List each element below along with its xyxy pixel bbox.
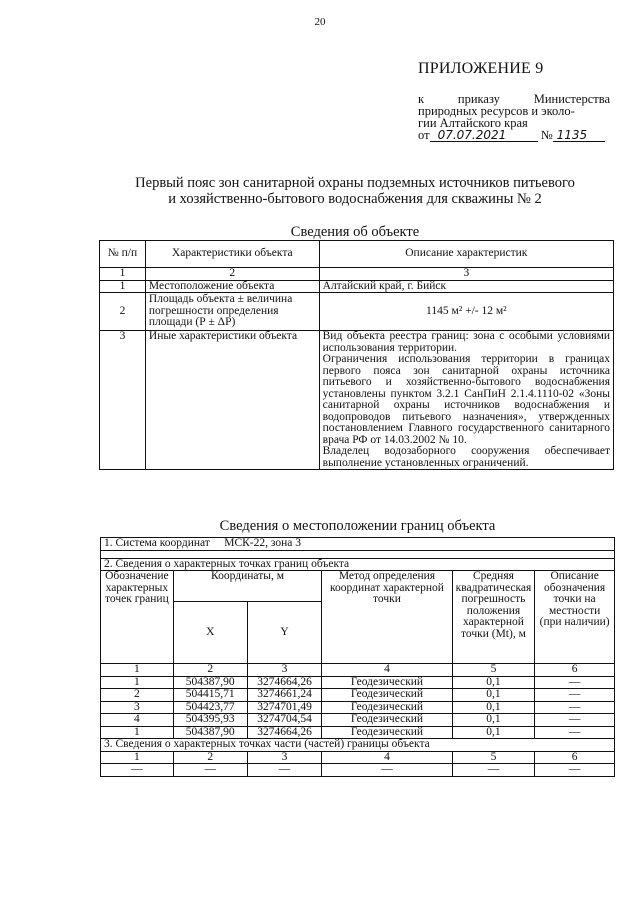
table-row bbox=[101, 764, 615, 777]
point-y: 3274701,49 bbox=[247, 701, 322, 714]
row-characteristic: Местоположение объекта bbox=[145, 280, 319, 293]
appendix-title: ПРИЛОЖЕНИЕ 9 bbox=[418, 60, 544, 77]
appendix-ministry-word: Министерства bbox=[533, 92, 610, 106]
appendix-line-2: природных ресурсов и эколо- bbox=[418, 104, 575, 118]
point-method: Геодезический bbox=[322, 689, 452, 702]
index-cell: 3 bbox=[247, 664, 322, 677]
row-number: 2 bbox=[100, 293, 146, 331]
appendix-line-3: гии Алтайского края bbox=[418, 116, 528, 130]
index-cell: 1 bbox=[101, 751, 174, 764]
appendix-from-label: от bbox=[418, 128, 430, 142]
row-number: 1 bbox=[100, 280, 146, 293]
index-cell: 4 bbox=[322, 664, 452, 677]
point-method: Геодезический bbox=[322, 726, 452, 739]
table-row bbox=[100, 280, 614, 293]
table-row bbox=[101, 726, 615, 739]
coord-system-cell bbox=[101, 538, 615, 551]
index-cell: 5 bbox=[452, 664, 535, 677]
row-number: 3 bbox=[100, 331, 146, 470]
point-y: 3274704,54 bbox=[247, 714, 322, 727]
header-characteristic: Характеристики объекта bbox=[145, 241, 319, 268]
appendix-order-word: приказу bbox=[457, 92, 500, 106]
row-description: 1145 м² +/- 12 м² bbox=[319, 293, 613, 331]
coord-system-label: 1. Система координат bbox=[104, 537, 210, 549]
index-cell: 6 bbox=[535, 664, 615, 677]
point-x: 504395,93 bbox=[173, 714, 247, 727]
point-method: Геодезический bbox=[322, 701, 452, 714]
point-x: 504423,77 bbox=[173, 701, 247, 714]
part2-label-row bbox=[101, 558, 615, 571]
object-info-table bbox=[99, 240, 614, 470]
empty-cell: — bbox=[101, 764, 174, 777]
point-method: Геодезический bbox=[322, 676, 452, 689]
table-row bbox=[101, 689, 615, 702]
header-coords: Координаты, м bbox=[173, 571, 322, 602]
point-id: 3 bbox=[101, 701, 174, 714]
point-mt: 0,1 bbox=[452, 676, 535, 689]
point-y: 3274661,24 bbox=[247, 689, 322, 702]
table-row bbox=[100, 331, 614, 470]
index-cell: 6 bbox=[535, 751, 615, 764]
spacer-row bbox=[101, 550, 615, 558]
document-title bbox=[120, 175, 590, 207]
index-cell: 1 bbox=[101, 664, 174, 677]
coord-system-value: МСК-22, зона 3 bbox=[224, 537, 301, 549]
appendix-date-handwritten: 07.07.2021 bbox=[430, 129, 538, 142]
description-paragraph: Владелец водозаборного сооружения обеспечивает выполнение установленных ограничений. bbox=[322, 445, 610, 469]
point-x: 504387,90 bbox=[173, 676, 247, 689]
table-row bbox=[101, 714, 615, 727]
point-mt: 0,1 bbox=[452, 714, 535, 727]
section-object-title: Сведения об объекте bbox=[290, 224, 420, 240]
point-desc: — bbox=[535, 676, 615, 689]
empty-cell: — bbox=[452, 764, 535, 777]
boundaries-table bbox=[100, 537, 615, 777]
appendix-number-handwritten: 1135 bbox=[553, 129, 605, 142]
table-row bbox=[101, 701, 615, 714]
point-mt: 0,1 bbox=[452, 701, 535, 714]
table-index-row bbox=[101, 751, 615, 764]
header-description: Описание характеристик bbox=[319, 241, 613, 268]
point-mt: 0,1 bbox=[452, 689, 535, 702]
point-id: 1 bbox=[101, 676, 174, 689]
point-mt: 0,1 bbox=[452, 726, 535, 739]
table-header-row bbox=[100, 241, 614, 268]
point-id: 4 bbox=[101, 714, 174, 727]
row-description: Алтайский край, г. Бийск bbox=[319, 280, 613, 293]
index-cell: 2 bbox=[145, 268, 319, 281]
table-index-row bbox=[100, 268, 614, 281]
table-index-row bbox=[101, 664, 615, 677]
header-x: X bbox=[173, 602, 247, 664]
point-y: 3274664,26 bbox=[247, 676, 322, 689]
header-error: Средняя квадратическая погрешность положения характерной точки (Mt), м bbox=[452, 571, 535, 664]
part3-label-row bbox=[101, 739, 615, 752]
header-number: № п/п bbox=[100, 241, 146, 268]
appendix-number-label: № bbox=[540, 128, 553, 142]
index-cell: 5 bbox=[452, 751, 535, 764]
index-cell: 4 bbox=[322, 751, 452, 764]
appendix-to-word: к bbox=[418, 92, 425, 106]
part3-label: 3. Сведения о характерных точках части (частей) границы объекта bbox=[101, 739, 615, 752]
point-y: 3274664,26 bbox=[247, 726, 322, 739]
page-number: 20 bbox=[314, 16, 326, 28]
row-description bbox=[319, 331, 613, 470]
header-method: Метод определения координат характерной точки bbox=[322, 571, 452, 664]
point-id: 2 bbox=[101, 689, 174, 702]
part2-label: 2. Сведения о характерных точках границ объекта bbox=[101, 558, 615, 571]
index-cell: 1 bbox=[100, 268, 146, 281]
header-y: Y bbox=[247, 602, 322, 664]
point-desc: — bbox=[535, 714, 615, 727]
index-cell: 2 bbox=[173, 664, 247, 677]
empty-cell: — bbox=[535, 764, 615, 777]
empty-cell: — bbox=[322, 764, 452, 777]
table-row bbox=[101, 676, 615, 689]
header-point: Обозначение характерных точек границ bbox=[101, 571, 174, 664]
row-characteristic: Иные характеристики объекта bbox=[145, 331, 319, 470]
description-paragraph: Вид объекта реестра границ: зона с особыми условиями использования территории. bbox=[322, 330, 610, 354]
coord-system-row bbox=[101, 538, 615, 551]
appendix-reference bbox=[418, 93, 610, 142]
index-cell: 2 bbox=[173, 751, 247, 764]
index-cell: 3 bbox=[319, 268, 613, 281]
description-paragraph: Ограничения использования территории в границах первого пояса зон санитарной охраны источника питьевого и хозяйственно-бытового водоснабжения установлены пунктом 3.2.1 СанПиН 2.1.4.1110-02 «Зоны санитарной охраны источников водоснабжения и водопроводов питьевого назначения», утвержденных постановлением Главного государственного санитарного врача РФ от 14.03.2002 № 10. bbox=[322, 353, 610, 446]
point-x: 504387,90 bbox=[173, 726, 247, 739]
point-x: 504415,71 bbox=[173, 689, 247, 702]
empty-cell: — bbox=[247, 764, 322, 777]
row-characteristic: Площадь объекта ± величина погрешности определения площади (Р ± ΔР) bbox=[145, 293, 319, 331]
point-desc: — bbox=[535, 726, 615, 739]
point-desc: — bbox=[535, 701, 615, 714]
index-cell: 3 bbox=[247, 751, 322, 764]
point-desc: — bbox=[535, 689, 615, 702]
table-header-row bbox=[101, 571, 615, 602]
document-title-line-2: и хозяйственно-бытового водоснабжения для скважины № 2 bbox=[168, 191, 542, 207]
table-row bbox=[100, 293, 614, 331]
section-boundaries-title: Сведения о местоположении границ объекта bbox=[219, 518, 496, 534]
header-description: Описание обозначения точки на местности (при наличии) bbox=[535, 571, 615, 664]
empty-cell: — bbox=[173, 764, 247, 777]
point-method: Геодезический bbox=[322, 714, 452, 727]
document-title-line-1: Первый пояс зон санитарной охраны подземных источников питьевого bbox=[135, 175, 575, 191]
point-id: 1 bbox=[101, 726, 174, 739]
